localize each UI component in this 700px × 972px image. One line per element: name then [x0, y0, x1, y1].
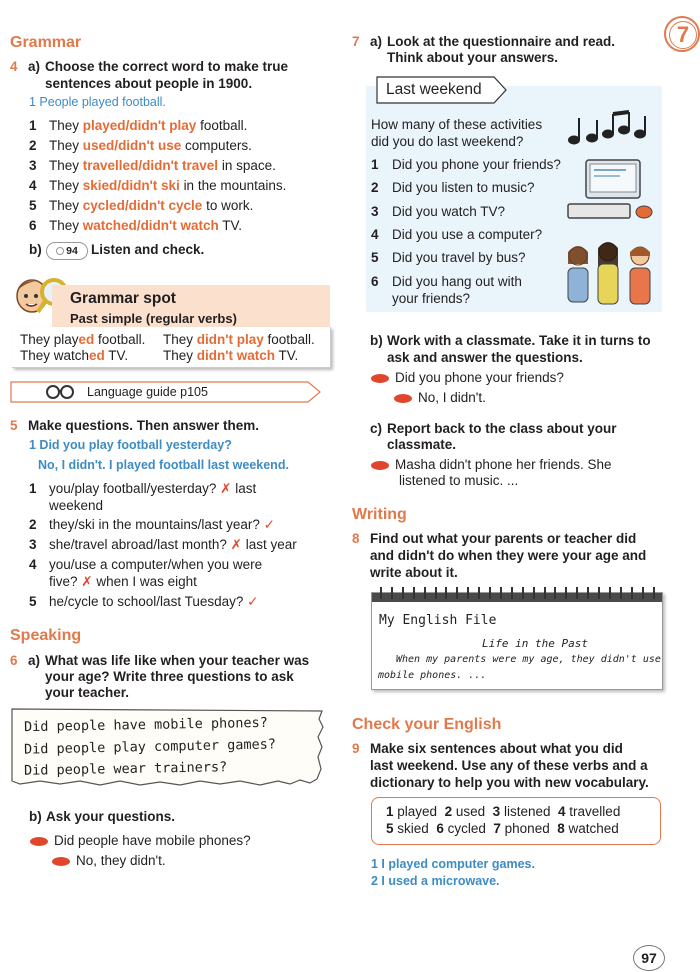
exercise-5-instruction: Make questions. Then answer them.: [28, 418, 260, 433]
spiral-ring: [576, 587, 578, 599]
exercise-4b-label: b): [29, 242, 42, 257]
speech-question-7b: Did you phone your friends?: [371, 370, 564, 385]
exercise-7-line1: Look at the questionnaire and read.: [387, 34, 616, 49]
item-subject: They: [49, 218, 80, 233]
exercise-6-line2: your age? Write three questions to ask: [45, 669, 294, 684]
option-negative[interactable]: didn't cycle: [128, 198, 203, 213]
handwritten-note: [10, 707, 326, 787]
verb-word: skied: [397, 821, 429, 836]
item-subject: They: [49, 138, 80, 153]
check-your-english-heading: Check your English: [352, 716, 502, 733]
spiral-ring: [642, 587, 644, 599]
exercise-7b-line1: Work with a classmate. Take it in turns to: [387, 333, 651, 348]
exercise-4b-text: Listen and check.: [91, 242, 205, 257]
spiral-ring: [598, 587, 600, 599]
option-positive[interactable]: travelled: [82, 158, 139, 173]
grammar-heading: Grammar: [10, 34, 82, 51]
grammar-spot-title: Grammar spot: [70, 290, 176, 307]
exercise-8-number: 8: [352, 531, 360, 546]
item-number: 2: [29, 138, 37, 153]
spiral-ring: [631, 587, 633, 599]
computer-icon: [566, 156, 660, 226]
verb-word: used: [455, 804, 486, 819]
spiral-ring: [533, 587, 535, 599]
spiral-ring: [511, 587, 513, 599]
tick-icon: ✓: [247, 594, 259, 609]
spiral-ring: [653, 587, 655, 599]
spiral-ring: [445, 587, 447, 599]
exercise-7b-line2: ask and answer the questions.: [387, 350, 583, 365]
spiral-ring: [500, 587, 502, 599]
english-file-notebook: [371, 592, 663, 690]
item-number: 3: [29, 158, 37, 173]
spiral-ring: [587, 587, 589, 599]
exercise-5-example-question: 1 Did you play football yesterday?: [29, 438, 232, 452]
option-negative[interactable]: didn't watch: [140, 218, 219, 233]
speech-question: Did people have mobile phones?: [30, 833, 251, 848]
item-rest: TV.: [222, 218, 243, 233]
cross-icon: ✗: [81, 574, 93, 589]
exercise-7b-label: b): [370, 333, 383, 348]
option-positive[interactable]: used: [82, 138, 115, 153]
spiral-ring: [620, 587, 622, 599]
language-guide-label: Language guide p105: [87, 385, 208, 399]
verb-word: phoned: [504, 821, 550, 836]
spiral-ring: [467, 587, 469, 599]
spiral-ring: [413, 587, 415, 599]
item-rest: to work.: [206, 198, 254, 213]
verb-word: listened: [503, 804, 551, 819]
option-positive[interactable]: played: [82, 118, 126, 133]
exercise-9-example-1: 1 I played computer games.: [371, 857, 535, 871]
spiral-ring: [424, 587, 426, 599]
option-positive[interactable]: skied: [82, 178, 118, 193]
questionnaire-intro-2: did you do last weekend?: [371, 134, 524, 149]
item-subject: They: [49, 158, 80, 173]
tick-icon: ✓: [263, 517, 275, 532]
spiral-ring: [380, 587, 382, 599]
grammar-spot-subtitle: Past simple (regular verbs): [70, 311, 237, 326]
notebook-spiral-bar: [372, 593, 662, 602]
exercise-6a-label: a): [28, 653, 41, 668]
speech-bubble-icon: [371, 374, 389, 383]
spiral-ring: [391, 587, 393, 599]
spiral-ring: [489, 587, 491, 599]
exercise-9-line3: dictionary to help you with new vocabulary.: [370, 775, 649, 790]
exercise-9-number: 9: [352, 741, 360, 756]
note-line-1: Did people have mobile phones?: [23, 714, 268, 736]
exercise-4-number: 4: [10, 59, 18, 74]
verb-word: watched: [568, 821, 619, 836]
spiral-ring: [522, 587, 524, 599]
verb-word: played: [397, 804, 438, 819]
exercise-6-line3: your teacher.: [45, 685, 130, 700]
audio-track-number: 94: [66, 245, 78, 257]
item-rest: computers.: [185, 138, 252, 153]
speech-bubble-icon: [371, 461, 389, 470]
item-number: 6: [29, 218, 37, 233]
verb-word-box: [371, 797, 661, 845]
grammar-spot-row-1a: They played football.: [20, 332, 146, 347]
option-positive[interactable]: cycled: [82, 198, 125, 213]
item-subject: They: [49, 198, 80, 213]
grammar-spot-row-2a: They watched TV.: [20, 348, 129, 363]
option-negative[interactable]: didn't travel: [142, 158, 219, 173]
exercise-6b-text: Ask your questions.: [46, 809, 176, 824]
questionnaire-tab: [376, 76, 496, 102]
english-file-line1: When my parents were my age, they didn't use: [396, 654, 661, 665]
exercise-8-line3: write about it.: [370, 565, 458, 580]
option-positive[interactable]: watched: [82, 218, 137, 233]
verb-word: travelled: [569, 804, 621, 819]
option-negative[interactable]: didn't use: [118, 138, 182, 153]
cd-icon: [56, 247, 64, 255]
english-file-title: My English File: [379, 613, 497, 628]
spiral-ring: [435, 587, 437, 599]
exercise-7-number: 7: [352, 34, 360, 49]
exercise-5-number: 5: [10, 418, 18, 433]
item-number: 1: [29, 118, 37, 133]
english-file-subtitle: Life in the Past: [482, 637, 588, 650]
note-line-2: Did people play computer games?: [23, 736, 277, 758]
speech-report-7c: Masha didn't phone her friends. She: [371, 457, 611, 472]
exercise-9-line1: Make six sentences about what you did: [370, 741, 623, 756]
option-negative[interactable]: didn't play: [129, 118, 197, 133]
exercise-4a-label: a): [28, 59, 41, 74]
speaking-heading: Speaking: [10, 627, 82, 644]
spiral-ring: [609, 587, 611, 599]
exercise-7c-label: c): [370, 421, 383, 436]
speech-report-7c-line2: listened to music. ...: [399, 473, 519, 488]
grammar-spot-box: [12, 285, 330, 367]
cross-icon: ✗: [220, 481, 232, 496]
language-guide-link[interactable]: [10, 381, 310, 403]
exercise-9-example-2: 2 I used a microwave.: [371, 874, 500, 888]
item-number: 4: [29, 178, 37, 193]
exercise-8-line2: and didn't do when they were your age and: [370, 548, 647, 563]
unit-number: 7: [669, 21, 697, 49]
exercise-8-line1: Find out what your parents or teacher did: [370, 531, 637, 546]
speech-answer-7b: No, I didn't.: [394, 390, 486, 405]
exercise-9-line2: last weekend. Use any of these verbs and a: [370, 758, 648, 773]
english-file-line2: mobile phones. ...: [378, 670, 487, 681]
grammar-spot-row-1b: They didn't play football.: [163, 332, 315, 347]
grammar-spot-row-2b: They didn't watch TV.: [163, 348, 299, 363]
exercise-6-number: 6: [10, 653, 18, 668]
item-subject: They: [49, 118, 80, 133]
verb-word: cycled: [447, 821, 486, 836]
page-number: 97: [633, 945, 665, 971]
exercise-4-instruction-line1: Choose the correct word to make true: [45, 59, 289, 74]
exercise-5-example-answer: No, I didn't. I played football last weekend.: [38, 458, 289, 472]
exercise-7-line2: Think about your answers.: [387, 50, 559, 65]
spiral-ring: [565, 587, 567, 599]
spiral-ring: [554, 587, 556, 599]
item-rest: football.: [200, 118, 248, 133]
questionnaire-intro-1: How many of these activities: [371, 117, 543, 132]
exercise-7c-line1: Report back to the class about your: [387, 421, 617, 436]
teenagers-illustration: [562, 238, 658, 312]
note-line-3: Did people wear trainers?: [23, 759, 228, 779]
unit-badge: [664, 16, 700, 52]
item-rest: in space.: [221, 158, 276, 173]
questionnaire-title: Last weekend: [386, 81, 482, 98]
exercise-7a-label: a): [370, 34, 383, 49]
item-rest: in the mountains.: [183, 178, 287, 193]
cross-icon: ✗: [230, 537, 242, 552]
spiral-ring: [456, 587, 458, 599]
exercise-6-line1: What was life like when your teacher was: [45, 653, 310, 668]
speech-bubble-icon: [52, 857, 70, 866]
glasses-icon: [46, 384, 72, 398]
exercise-4-instruction-line2: sentences about people in 1900.: [45, 76, 253, 91]
speech-bubble-icon: [30, 837, 48, 846]
music-notes-icon: [566, 108, 650, 148]
verb-row-2: 5 skied 6 cycled 7 phoned 8 watched: [386, 821, 619, 836]
option-negative[interactable]: didn't ski: [121, 178, 180, 193]
audio-track-button[interactable]: [46, 242, 88, 260]
item-subject: They: [49, 178, 80, 193]
spiral-ring: [402, 587, 404, 599]
spiral-ring: [544, 587, 546, 599]
speech-answer: No, they didn't.: [52, 853, 166, 868]
exercise-6b-label: b): [29, 809, 42, 824]
exercise-4-example: 1 People played football.: [29, 95, 166, 109]
item-number: 5: [29, 198, 37, 213]
speech-bubble-icon: [394, 394, 412, 403]
spiral-ring: [478, 587, 480, 599]
writing-heading: Writing: [352, 506, 407, 523]
exercise-7c-line2: classmate.: [387, 437, 457, 452]
verb-row-1: 1 played 2 used 3 listened 4 travelled: [386, 804, 621, 819]
